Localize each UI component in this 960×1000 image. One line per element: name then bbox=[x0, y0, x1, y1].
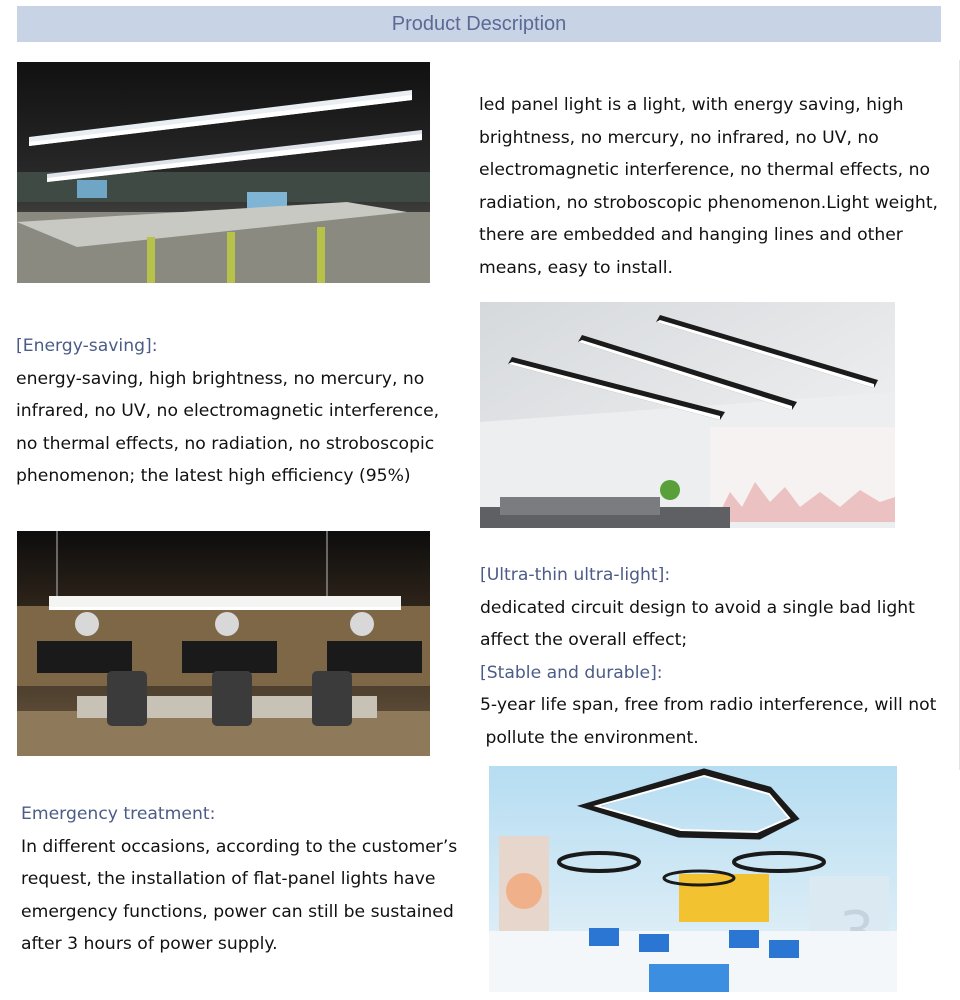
emergency-heading: Emergency treatment: bbox=[21, 804, 216, 824]
energy-saving-heading: [Energy-saving]: bbox=[16, 336, 158, 356]
energy-saving-section bbox=[16, 330, 456, 493]
emergency-line: emergency functions, power can still be sustained bbox=[21, 901, 454, 922]
energy-line: no thermal effects, no radiation, no stroboscopic bbox=[16, 433, 435, 454]
stable-line: 5-year life span, free from radio interference, will not bbox=[480, 695, 937, 716]
ultra-thin-line: dedicated circuit design to avoid a single bad light bbox=[480, 597, 915, 618]
intro-line: electromagnetic interference, no thermal effects, no bbox=[479, 160, 931, 181]
stable-line: pollute the environment. bbox=[480, 727, 699, 748]
ultra-thin-line: affect the overall effect; bbox=[480, 630, 688, 651]
stable-durable-heading: [Stable and durable]: bbox=[480, 662, 663, 683]
office-pendant-light-photo bbox=[17, 62, 430, 283]
energy-line: energy-saving, high brightness, no mercury, no bbox=[16, 368, 425, 389]
intro-line: means, easy to install. bbox=[479, 257, 673, 278]
emergency-section bbox=[21, 798, 461, 961]
intro-line: led panel light is a light, with energy saving, high bbox=[479, 95, 904, 115]
ultra-thin-heading: [Ultra-thin ultra-light]: bbox=[480, 565, 671, 585]
features-section bbox=[480, 559, 950, 755]
intro-line: there are embedded and hanging lines and other bbox=[479, 225, 903, 246]
emergency-line: In different occasions, according to the customer’s bbox=[21, 836, 458, 857]
section-title: Product Description bbox=[391, 13, 567, 35]
intro-paragraph bbox=[479, 89, 949, 285]
conference-room-light-photo bbox=[17, 531, 430, 756]
living-room-linear-light-photo bbox=[480, 302, 895, 528]
energy-line: infrared, no UV, no electromagnetic interference, bbox=[16, 401, 440, 422]
energy-line: phenomenon; the latest high efficiency (95%) bbox=[16, 466, 411, 487]
emergency-line: after 3 hours of power supply. bbox=[21, 934, 278, 955]
intro-line: brightness, no mercury, no infrared, no UV, no bbox=[479, 127, 879, 148]
section-header-bar bbox=[17, 6, 941, 42]
intro-line: radiation, no stroboscopic phenomenon.Light weight, bbox=[479, 192, 939, 213]
classroom-hexagon-light-photo bbox=[489, 766, 897, 992]
emergency-line: request, the installation of flat-panel lights have bbox=[21, 869, 436, 890]
